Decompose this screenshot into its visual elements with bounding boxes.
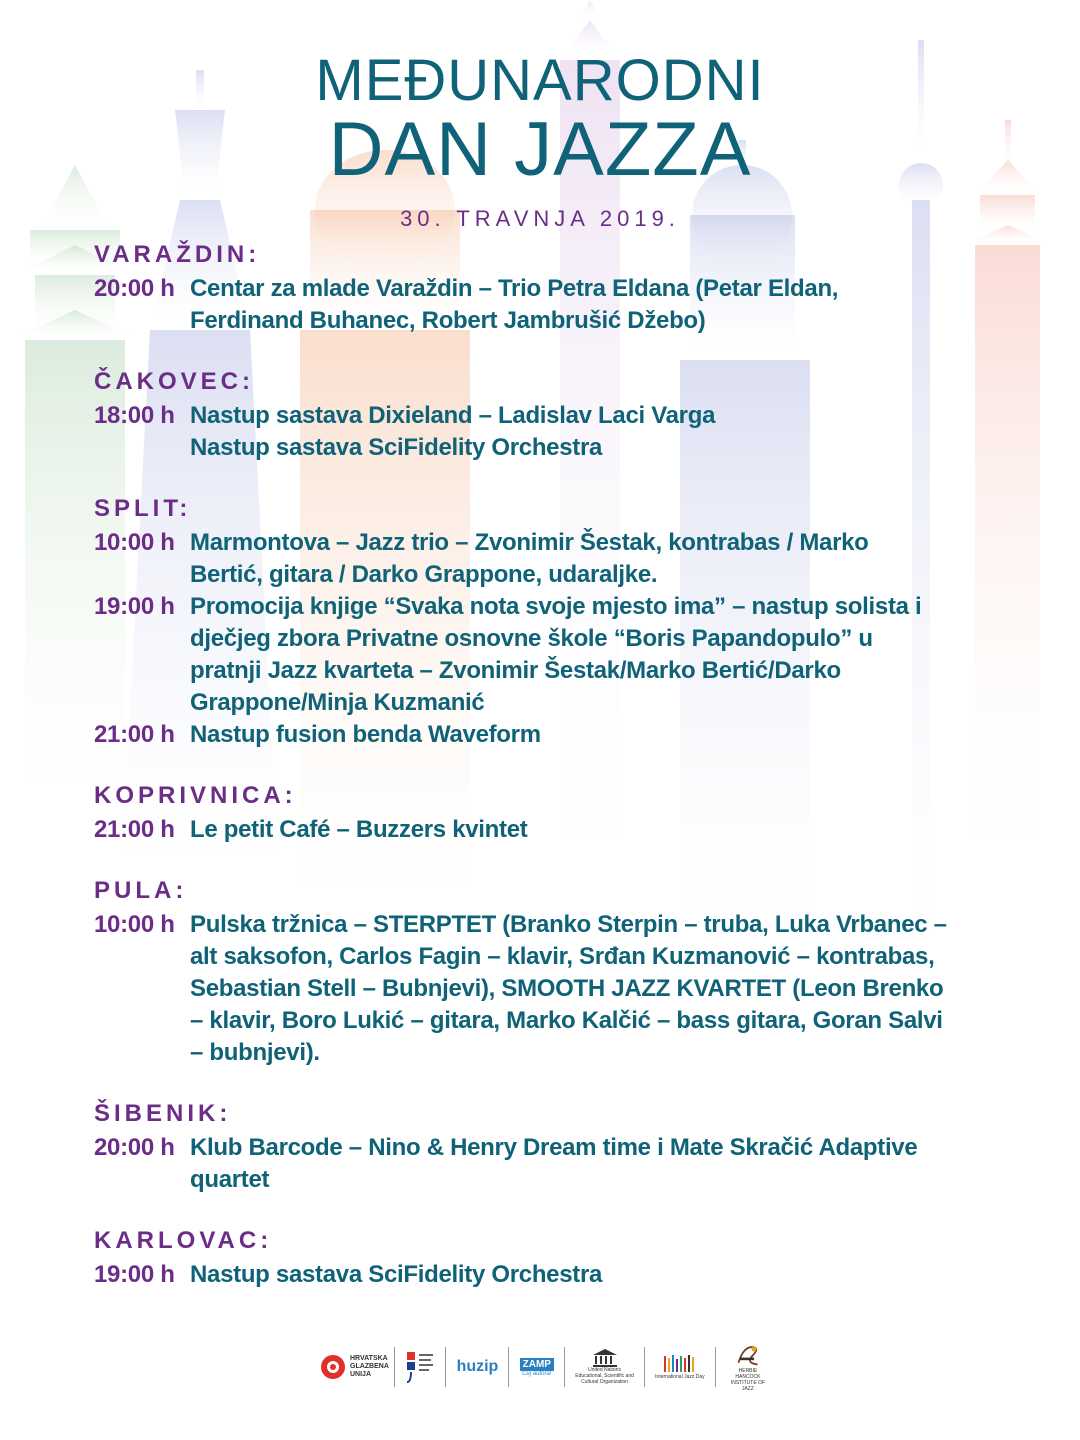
huzip-text: huzip	[456, 1358, 499, 1375]
event-item	[94, 719, 1014, 751]
event-line: Sebastian Stell – Bubnjevi), SMOOTH JAZZ KVARTET (Leon Brenko	[190, 975, 944, 1002]
city-section-cakovec	[94, 367, 1014, 464]
logo-divider	[508, 1347, 509, 1387]
event-time: 18:00 h	[94, 402, 175, 429]
ministry-emblem-icon	[405, 1350, 435, 1384]
event-line: Promocija knjige “Svaka nota svoje mjesto ima” – nastup solista i	[190, 593, 922, 620]
zamp-logo	[520, 1342, 554, 1392]
event-line: Marmontova – Jazz trio – Zvonimir Šestak, kontrabas / Marko	[190, 529, 869, 556]
logo-divider	[564, 1347, 565, 1387]
event-time: 21:00 h	[94, 816, 175, 843]
jazz-day-bars-icon	[663, 1354, 697, 1374]
event-item	[94, 273, 1014, 337]
logo-divider	[445, 1347, 446, 1387]
event-time: 19:00 h	[94, 593, 175, 620]
hgu-emblem-icon	[320, 1354, 346, 1380]
event-description	[190, 273, 1014, 337]
city-name: KARLOVAC:	[94, 1227, 273, 1254]
event-line: Centar za mlade Varaždin – Trio Petra Eldana (Petar Eldan,	[190, 275, 839, 302]
program-list	[94, 240, 1014, 1321]
hgu-text: HRVATSKA GLAZBENA UNIJA	[350, 1355, 389, 1378]
event-time: 10:00 h	[94, 911, 175, 938]
zamp-tagline: Čuj autora!	[522, 1370, 552, 1377]
city-name: VARAŽDIN:	[94, 241, 261, 268]
event-item	[94, 909, 1014, 1069]
city-section-pula	[94, 876, 1014, 1069]
hancock-text: HERBIE HANCOCK INSTITUTE OF JAZZ	[730, 1368, 766, 1392]
event-line: Le petit Café – Buzzers kvintet	[190, 816, 528, 843]
event-item	[94, 527, 1014, 591]
event-description	[190, 400, 1014, 464]
event-line: alt saksofon, Carlos Fagin – klavir, Srđan Kuzmanović – kontrabas,	[190, 943, 935, 970]
unesco-line: United Nations	[588, 1367, 621, 1373]
city-section-varazdin	[94, 240, 1014, 337]
event-line: Nastup sastava SciFidelity Orchestra	[190, 1261, 603, 1288]
city-name: PULA:	[94, 877, 188, 904]
event-description	[190, 527, 1014, 591]
sponsor-logos	[320, 1342, 770, 1392]
logo-divider	[715, 1347, 716, 1387]
event-time: 20:00 h	[94, 275, 175, 302]
page-title-line1: MEĐUNARODNI	[315, 48, 765, 113]
unesco-temple-icon	[592, 1349, 618, 1367]
unesco-logo	[575, 1342, 634, 1392]
event-item	[94, 1132, 1014, 1196]
event-line: Klub Barcode – Nino & Henry Dream time i Mate Skračić Adaptive	[190, 1134, 918, 1161]
city-name: ŠIBENIK:	[94, 1100, 232, 1127]
event-item	[94, 814, 1014, 846]
event-line: Nastup sastava SciFidelity Orchestra	[190, 434, 603, 461]
jazz-day-logo	[655, 1342, 704, 1392]
title-block	[0, 48, 1080, 232]
hancock-institute-logo	[726, 1342, 770, 1392]
event-line: Ferdinand Buhanec, Robert Jambrušić Džebo)	[190, 307, 706, 334]
event-date: 30. TRAVNJA 2019.	[400, 206, 680, 231]
city-name: ČAKOVEC:	[94, 368, 255, 395]
city-name: SPLIT:	[94, 495, 192, 522]
page-title-line2: DAN JAZZA	[328, 107, 752, 192]
event-description	[190, 1259, 1014, 1291]
event-line: quartet	[190, 1166, 270, 1193]
unesco-line: Cultural Organization	[581, 1379, 629, 1385]
hgu-logo	[320, 1342, 389, 1392]
huzip-logo	[457, 1342, 499, 1392]
event-item	[94, 591, 1014, 719]
city-section-karlovac	[94, 1226, 1014, 1291]
event-description	[190, 591, 1014, 719]
event-line: Nastup fusion benda Waveform	[190, 721, 541, 748]
zamp-text: ZAMP	[520, 1358, 554, 1371]
event-time: 19:00 h	[94, 1261, 175, 1288]
city-section-sibenik	[94, 1099, 1014, 1196]
event-time: 21:00 h	[94, 721, 175, 748]
event-line: Pulska tržnica – STERPTET (Branko Sterpin – truba, Luka Vrbanec –	[190, 911, 947, 938]
unesco-line: Educational, Scientific and	[575, 1373, 634, 1379]
event-line: Grappone/Minja Kuzmanić	[190, 689, 485, 716]
event-line: – klavir, Boro Lukić – gitara, Marko Kalčić – bass gitara, Goran Salvi	[190, 1007, 943, 1034]
event-line: dječjeg zbora Privatne osnovne škole “Boris Papandopulo” u	[190, 625, 873, 652]
jazz-day-text: International Jazz Day	[655, 1374, 705, 1380]
event-description	[190, 909, 1014, 1069]
ministry-logo	[405, 1342, 435, 1392]
event-line: Nastup sastava Dixieland – Ladislav Laci Varga	[190, 402, 716, 429]
city-section-koprivnica	[94, 781, 1014, 846]
city-section-split	[94, 494, 1014, 751]
event-line: pratnji Jazz kvarteta – Zvonimir Šestak/Marko Bertić/Darko	[190, 657, 841, 684]
event-item	[94, 1259, 1014, 1291]
event-item	[94, 400, 1014, 464]
logo-divider	[644, 1347, 645, 1387]
event-description	[190, 814, 1014, 846]
city-name: KOPRIVNICA:	[94, 782, 297, 809]
hancock-emblem-icon	[733, 1342, 763, 1368]
event-line: – bubnjevi).	[190, 1039, 320, 1066]
event-line: Bertić, gitara / Darko Grappone, udaraljke.	[190, 561, 658, 588]
event-description	[190, 1132, 1014, 1196]
event-description	[190, 719, 1014, 751]
logo-divider	[394, 1347, 395, 1387]
event-time: 10:00 h	[94, 529, 175, 556]
event-time: 20:00 h	[94, 1134, 175, 1161]
